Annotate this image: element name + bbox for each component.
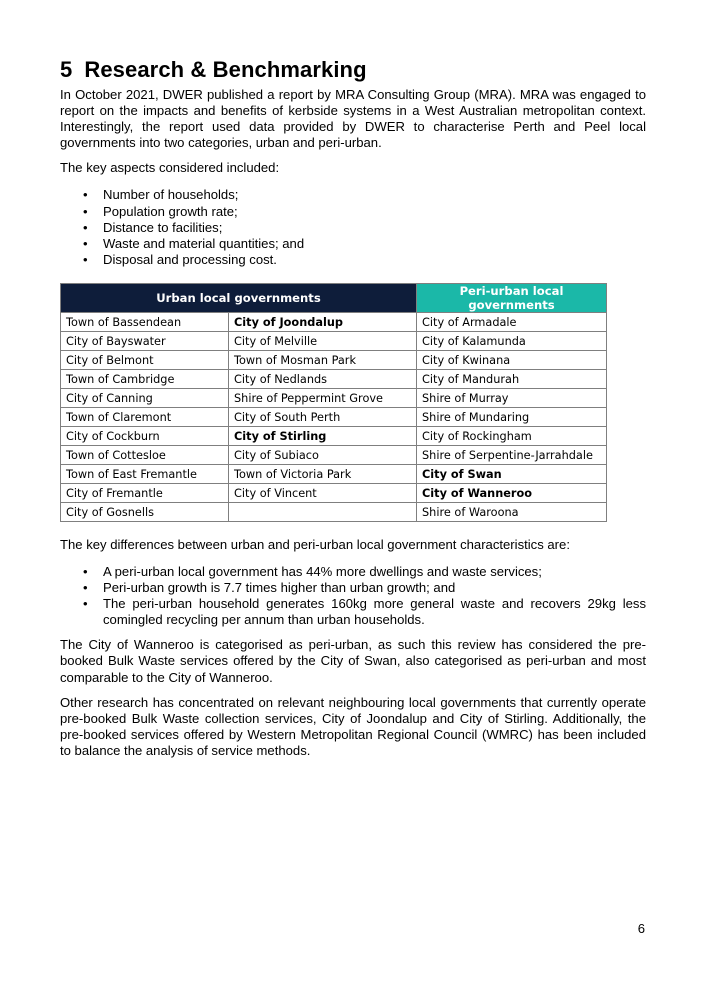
- section-title: Research & Benchmarking: [84, 57, 367, 82]
- bullet-icon: •: [83, 252, 88, 268]
- bullet-icon: •: [83, 187, 88, 203]
- table-cell: City of Stirling: [229, 427, 417, 446]
- table-header-row: [61, 284, 607, 313]
- list-item: • Disposal and processing cost.: [83, 252, 277, 268]
- table-cell: Town of Victoria Park: [229, 465, 417, 484]
- bullet-icon: •: [83, 595, 88, 611]
- list-item: • A peri-urban local government has 44% more dwellings and waste services;: [83, 563, 542, 579]
- table-cell: Town of East Fremantle: [61, 465, 229, 484]
- bullet-icon: •: [83, 563, 88, 579]
- table-row: [61, 408, 607, 427]
- table-cell: Town of Cambridge: [61, 370, 229, 389]
- table-cell: City of Cockburn: [61, 427, 229, 446]
- table-cell: City of Mandurah: [417, 370, 607, 389]
- table-cell: City of Subiaco: [229, 446, 417, 465]
- page-number: 6: [637, 921, 645, 936]
- table-cell: Town of Mosman Park: [229, 351, 417, 370]
- table-row: [61, 351, 607, 370]
- bullet-icon: •: [83, 203, 88, 219]
- table-cell: City of Fremantle: [61, 484, 229, 503]
- table-cell: Shire of Peppermint Grove: [229, 389, 417, 408]
- aspects-list: [60, 187, 646, 268]
- wanneroo-paragraph: The City of Wanneroo is categorised as peri-urban, as such this review has considered the pre-booked Bulk Waste services offered by the City of Swan, also categorised as peri-urban and most comparable to the City of Wanneroo.: [60, 637, 646, 685]
- table-cell: City of Swan: [417, 465, 607, 484]
- local-governments-table: [60, 283, 607, 522]
- header-peri-urban: Peri-urban local governments: [417, 284, 607, 313]
- table-cell: City of Wanneroo: [417, 484, 607, 503]
- table-cell: City of Joondalup: [229, 313, 417, 332]
- table-cell: City of Belmont: [61, 351, 229, 370]
- table-cell: City of Vincent: [229, 484, 417, 503]
- table-cell: City of Nedlands: [229, 370, 417, 389]
- table-row: [61, 332, 607, 351]
- intro-paragraph: In October 2021, DWER published a report by MRA Consulting Group (MRA). MRA was engaged to report on the impacts and benefits of kerbside systems in a West Australian metropolitan context. Interestingly, the report used data provided by DWER to characterise Perth and Peel local governments into two categories, urban and peri-urban.: [60, 87, 646, 151]
- list-item: • Distance to facilities;: [83, 219, 223, 235]
- table-cell: City of Rockingham: [417, 427, 607, 446]
- table-cell: Town of Cottesloe: [61, 446, 229, 465]
- list-item: • Number of households;: [83, 187, 239, 203]
- table-cell: Shire of Murray: [417, 389, 607, 408]
- table-cell: City of Gosnells: [61, 503, 229, 522]
- list-item: • Waste and material quantities; and: [83, 236, 305, 252]
- table-cell: City of South Perth: [229, 408, 417, 427]
- table-row: [61, 389, 607, 408]
- table-cell: City of Armadale: [417, 313, 607, 332]
- header-urban: Urban local governments: [61, 284, 417, 313]
- table-row: [61, 370, 607, 389]
- section-number: 5: [60, 57, 73, 82]
- bullet-icon: •: [83, 219, 88, 235]
- list-item: • Population growth rate;: [83, 203, 238, 219]
- table-row: [61, 313, 607, 332]
- table-row: [61, 446, 607, 465]
- page-content: [60, 56, 646, 759]
- bullet-icon: •: [83, 236, 88, 252]
- table-cell: City of Canning: [61, 389, 229, 408]
- aspects-intro: The key aspects considered included:: [60, 160, 280, 176]
- section-heading: [60, 56, 646, 84]
- table-cell: Town of Bassendean: [61, 313, 229, 332]
- table-row: [61, 427, 607, 446]
- table-row: [61, 503, 607, 522]
- table-cell: City of Kwinana: [417, 351, 607, 370]
- table-cell: City of Bayswater: [61, 332, 229, 351]
- table-cell: City of Melville: [229, 332, 417, 351]
- other-research-paragraph: Other research has concentrated on relevant neighbouring local governments that currently operate pre-booked Bulk Waste collection services, City of Joondalup and City of Stirling. Additionally, the pre-booked services offered by Western Metropolitan Regional Council (WMRC) has been included to balance the analysis of service methods.: [60, 694, 646, 758]
- table-cell: Shire of Mundaring: [417, 408, 607, 427]
- table-row: [61, 465, 607, 484]
- list-item: • Peri-urban growth is 7.7 times higher than urban growth; and: [83, 579, 456, 595]
- differences-intro: The key differences between urban and peri-urban local government characteristics are:: [60, 537, 570, 553]
- table-cell: City of Kalamunda: [417, 332, 607, 351]
- table-cell: Shire of Serpentine-Jarrahdale: [417, 446, 607, 465]
- differences-list: [60, 564, 646, 629]
- list-item: • The peri-urban household generates 160kg more general waste and recovers 29kg less comingled recycling per annum than urban households.: [83, 595, 646, 628]
- table-row: [61, 484, 607, 503]
- table-cell: Town of Claremont: [61, 408, 229, 427]
- bullet-icon: •: [83, 579, 88, 595]
- table-cell: Shire of Waroona: [417, 503, 607, 522]
- table-cell: [229, 503, 417, 522]
